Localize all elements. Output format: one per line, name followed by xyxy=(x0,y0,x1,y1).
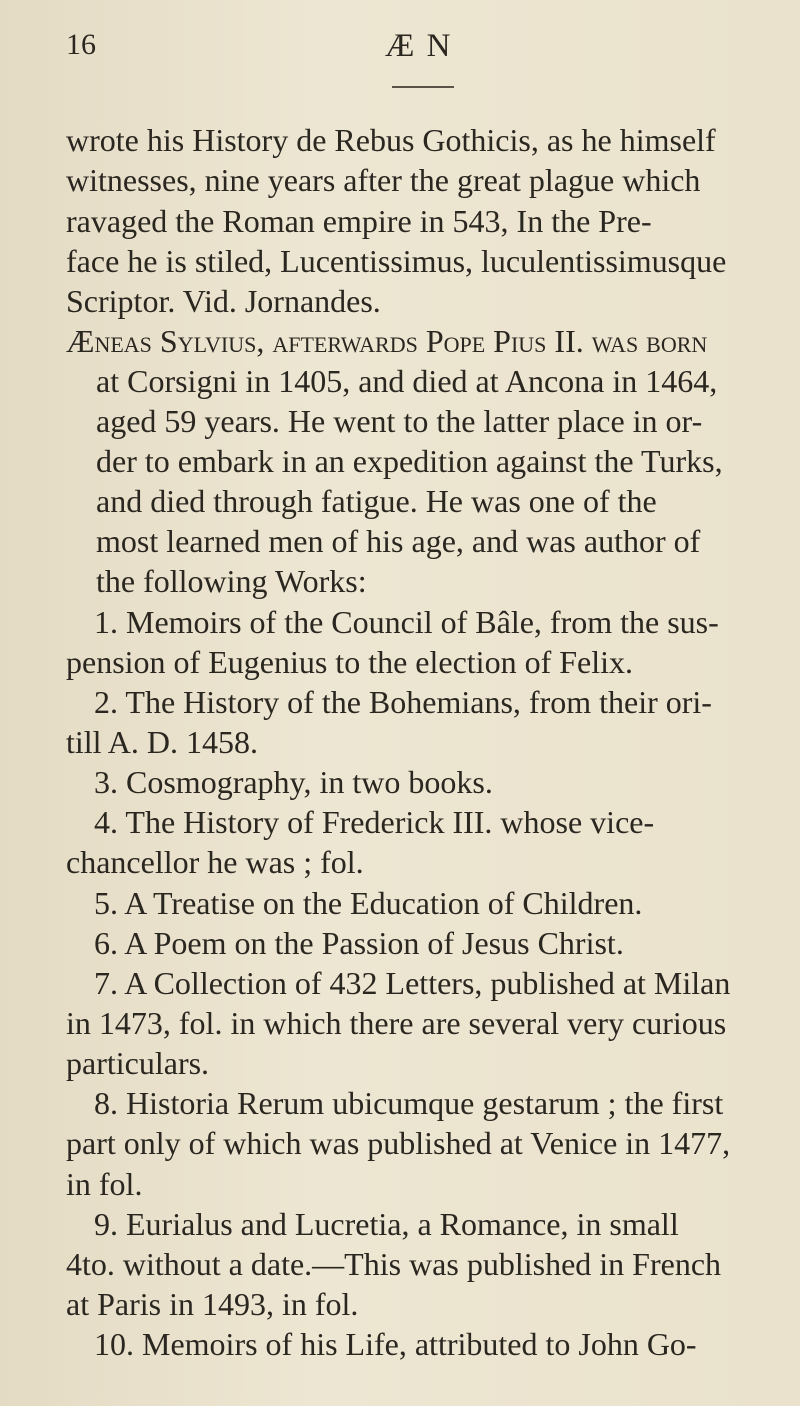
text-line-1: wrote his History de Rebus Gothicis, as he himself xyxy=(66,122,716,158)
text-line-29: 4to. without a date.—This was published in French xyxy=(66,1246,722,1282)
text-line-24: particulars. xyxy=(66,1045,210,1081)
text-line-4: face he is stiled, Lucentissimus, luculentissimusque xyxy=(66,243,727,279)
text-line-20: 5. A Treatise on the Education of Children. xyxy=(94,885,643,921)
text-line-22: 7. A Collection of 432 Letters, published at Milan xyxy=(94,965,731,1001)
text-line-16: till A. D. 1458. xyxy=(66,724,259,760)
text-line-2: witnesses, nine years after the great plague which xyxy=(66,162,701,198)
text-line-30: at Paris in 1493, in fol. xyxy=(66,1286,359,1322)
text-line-25: 8. Historia Rerum ubicumque gestarum ; the first xyxy=(94,1085,724,1121)
running-head: Æ N xyxy=(385,28,453,64)
text-line-3: ravaged the Roman empire in 543, In the Pre- xyxy=(66,203,652,239)
page-header xyxy=(0,28,800,78)
text-line-14: pension of Eugenius to the election of Felix. xyxy=(66,644,633,680)
text-line-18: 4. The History of Frederick III. whose vice- xyxy=(94,804,655,840)
text-line-6: Æneas Sylvius, afterwards Pope Pius II. was born xyxy=(66,323,708,359)
text-line-8: aged 59 years. He went to the latter place in or- xyxy=(96,403,703,439)
page-number: 16 xyxy=(66,28,96,61)
text-line-9: der to embark in an expedition against the Turks, xyxy=(96,443,723,479)
text-line-17: 3. Cosmography, in two books. xyxy=(94,764,493,800)
text-line-21: 6. A Poem on the Passion of Jesus Christ. xyxy=(94,925,624,961)
text-line-26: part only of which was published at Venice in 1477, xyxy=(66,1125,731,1161)
text-line-10: and died through fatigue. He was one of the xyxy=(96,483,657,519)
text-line-13: 1. Memoirs of the Council of Bâle, from the sus- xyxy=(94,604,719,640)
text-line-5: Scriptor. Vid. Jornandes. xyxy=(66,283,381,319)
text-line-31: 10. Memoirs of his Life, attributed to John Go- xyxy=(94,1326,697,1362)
header-rule xyxy=(392,86,454,88)
text-line-12: the following Works: xyxy=(96,563,367,599)
text-line-15: 2. The History of the Bohemians, from their ori- xyxy=(94,684,712,720)
text-line-27: in fol. xyxy=(66,1166,143,1202)
text-line-11: most learned men of his age, and was author of xyxy=(96,523,701,559)
text-line-28: 9. Eurialus and Lucretia, a Romance, in small xyxy=(94,1206,679,1242)
text-line-19: chancellor he was ; fol. xyxy=(66,844,364,880)
text-line-7: at Corsigni in 1405, and died at Ancona in 1464, xyxy=(96,363,718,399)
text-line-23: in 1473, fol. in which there are several very curious xyxy=(66,1005,727,1041)
